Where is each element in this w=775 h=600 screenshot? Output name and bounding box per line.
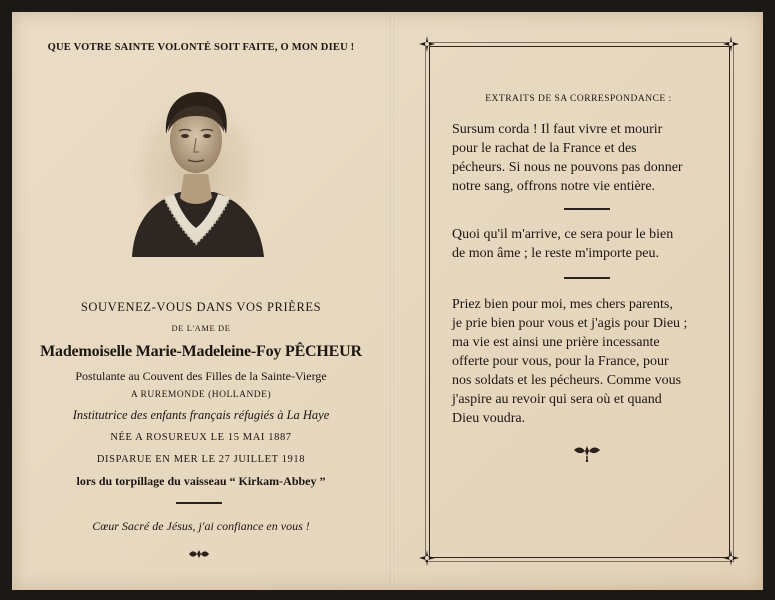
quote-line: pécheurs. Si nous ne pouvons pas donner [452, 160, 683, 175]
quote-line: Priez bien pour moi, mes chers parents, [452, 297, 673, 312]
institutrice-line: Institutrice des enfants français réfugiés à La Haye [72, 408, 330, 422]
quote-line: notre sang, offrons notre vie entière. [452, 179, 656, 194]
quote-paragraph-3 [452, 295, 728, 428]
torpillage-line: lors du torpillage du vaisseau “ Kirkam-Abbey ” [76, 474, 326, 488]
souvenez-heading: SOUVENEZ-VOUS DANS VOS PRIÈRES [80, 300, 322, 314]
ame-de-line: DE L'AME DE [171, 323, 231, 333]
quote-paragraph-2 [452, 225, 728, 263]
ruremonde-line: A RUREMONDE (HOLLANDE) [130, 390, 272, 400]
quote-line: de mon âme ; le reste m'importe peu. [452, 246, 660, 261]
corner-star-icon [419, 36, 435, 52]
left-page [12, 12, 390, 590]
divider [564, 277, 610, 279]
corner-star-icon [723, 550, 739, 566]
portrait-photo [124, 82, 269, 257]
corner-star-icon [419, 550, 435, 566]
birth-line: NÉE A ROSUREUX LE 15 MAI 1887 [110, 432, 292, 443]
death-line: DISPARUE EN MER LE 27 JUILLET 1918 [96, 454, 306, 465]
quote-line: Quoi qu'il m'arrive, ce sera pour le bien [452, 227, 674, 242]
quote-line: nos soldats et les pécheurs. Comme vous [452, 373, 682, 388]
fleuron-ornament-icon [187, 548, 211, 560]
divider [176, 502, 222, 504]
deceased-name: Mademoiselle Marie-Madeleine-Foy PÊCHEUR [40, 343, 362, 360]
quote-line: je prie bien pour vous et j'agis pour Dieu ; [452, 316, 688, 331]
right-page [394, 12, 763, 590]
motto: QUE VOTRE SAINTE VOLONTÉ SOIT FAITE, O MON DIEU ! [47, 42, 355, 53]
quote-line: ma vie est ainsi une prière incessante [452, 335, 660, 350]
divider [564, 208, 610, 210]
postulante-line: Postulante au Couvent des Filles de la Sainte-Vierge [75, 369, 327, 383]
quote-line: offerte pour vous, pour la France, pour [452, 354, 669, 369]
quote-line: pour le rachat de la France et des [452, 141, 637, 156]
quote-line: Sursum corda ! Il faut vivre et mourir [452, 122, 663, 137]
fleuron-ornament-icon [572, 444, 602, 462]
corner-star-icon [723, 36, 739, 52]
quote-line: j'aspire au revoir qui sera où et quand [452, 392, 662, 407]
prayer-line: Cœur Sacré de Jésus, j'ai confiance en vous ! [92, 519, 310, 533]
memorial-card [12, 12, 763, 590]
quote-paragraph-1 [452, 120, 728, 196]
correspondence-heading: EXTRAITS DE SA CORRESPONDANCE : [485, 94, 672, 104]
quote-line: Dieu voudra. [452, 411, 526, 426]
